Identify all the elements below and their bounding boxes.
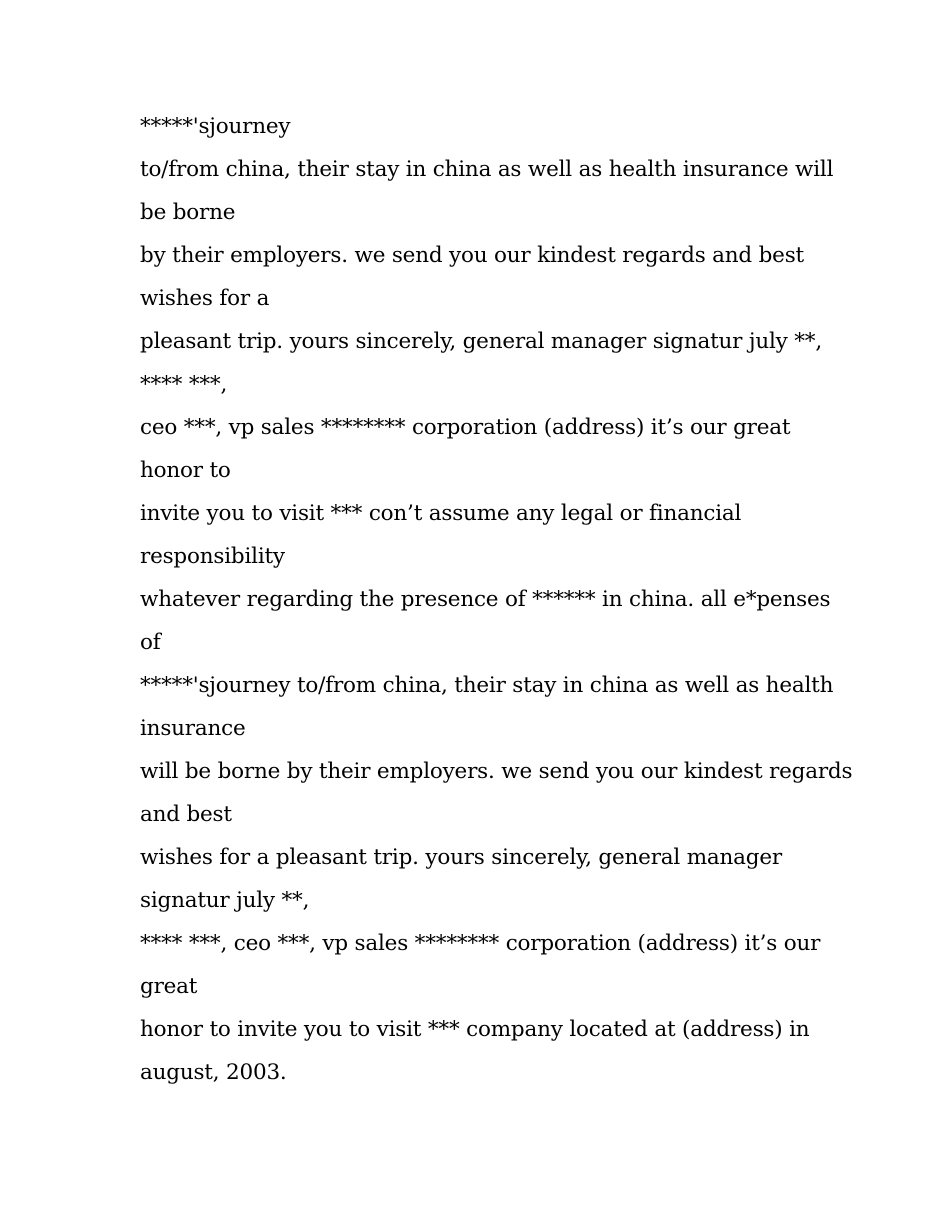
text-line: wishes for a	[140, 286, 270, 311]
text-line: pleasant trip. yours sincerely, general manager signatur july **,	[140, 329, 822, 354]
text-line: insurance	[140, 716, 246, 741]
text-line: honor to	[140, 458, 231, 483]
text-line: responsibility	[140, 544, 285, 569]
text-line: august, 2003.	[140, 1060, 287, 1085]
text-line: **** ***, ceo ***, vp sales ******** corporation (address) it’s our	[140, 931, 821, 956]
text-line: whatever regarding the presence of ****** in china. all e*penses	[140, 587, 831, 612]
text-line: *****'sjourney	[140, 114, 291, 139]
letter-body	[140, 105, 853, 1094]
text-line: *****'sjourney to/from china, their stay in china as well as health	[140, 673, 834, 698]
text-line: to/from china, their stay in china as well as health insurance will	[140, 157, 834, 182]
text-line: great	[140, 974, 198, 999]
text-line: invite you to visit *** con’t assume any legal or financial	[140, 501, 742, 526]
text-line: ceo ***, vp sales ******** corporation (address) it’s our great	[140, 415, 791, 440]
text-line: honor to invite you to visit *** company located at (address) in	[140, 1017, 810, 1042]
text-line: of	[140, 630, 161, 655]
text-line: will be borne by their employers. we send you our kindest regards	[140, 759, 853, 784]
text-line: and best	[140, 802, 232, 827]
text-line: by their employers. we send you our kindest regards and best	[140, 243, 804, 268]
text-line: wishes for a pleasant trip. yours sincerely, general manager	[140, 845, 782, 870]
text-line: **** ***,	[140, 372, 228, 397]
text-line: signatur july **,	[140, 888, 310, 913]
text-line: be borne	[140, 200, 236, 225]
